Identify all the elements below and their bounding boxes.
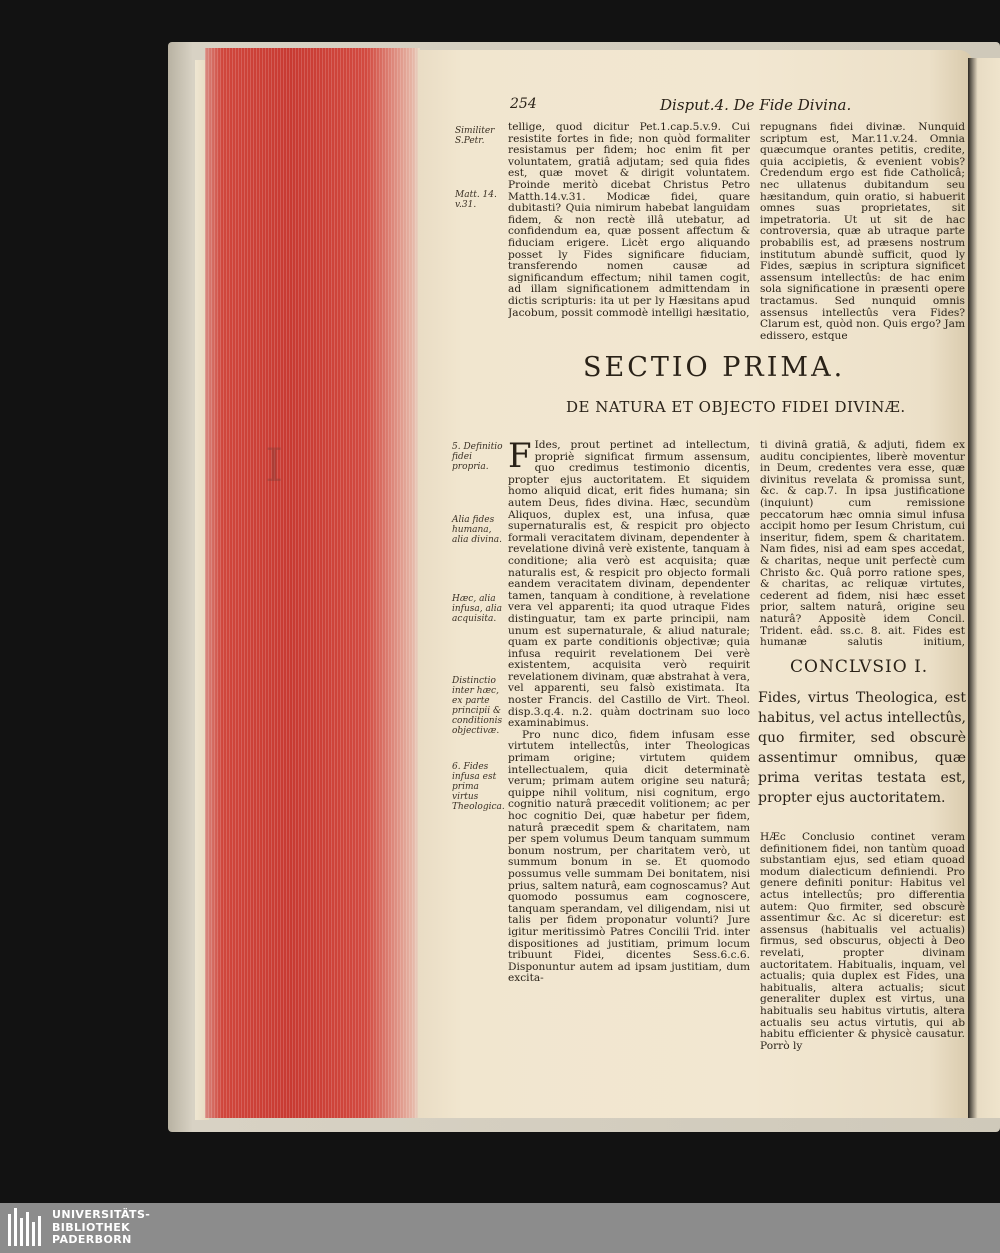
section-subtitle: DE NATURA ET OBJECTO FIDEI DIVINÆ.: [566, 398, 906, 416]
page-number: 254: [510, 96, 537, 112]
logo-line-3: PADERBORN: [52, 1233, 132, 1246]
left-paragraph-1: Ides, prout pertinet ad intellectum, propriè significat firmum assensum, quo credimus testimonio dicentis, propter ejus auctoritatem. Et siquidem homo aliquid dicat, erit fides humana; sin autem Deus, fides divina. Hæc, secundùm Aliquos, duplex est, una infusa, quæ supernaturalis est, & respicit pro objecto formali veracitatem divinam, dependenter à revelatione divinâ verè existente, tanquam à conditione; alia verò est acquisita; quæ naturalis est, & respicit pro objecto formali eandem veracitatem divinam, dependenter tamen, tanquam à conditione, à revelatione vera vel apparenti; ita quod utraque Fides distinguatur, tam ex parte principii, nam unum est supernaturale, & aliud naturale; quam ex parte conditionis objectivæ; quia infusa requirit revelationem Dei verè existentem, acquisita verò requirit revelationem divinam, quæ abstrahat à vera, vel apparenti, seu falsò existimata. Ita noster Francis. del Castillo de Virt. Theol. disp.3.q.4. n.2. quàm doctrinam suo loco examinabimus.: [508, 440, 750, 730]
right-column-top: ti divinâ gratiâ, & adjuti, fidem ex auditu concipientes, liberè moventur in Deum, credentes vera esse, quæ divinitus revelata & promissa sunt, &c. & cap.7. In ipsa justificatione (inquiunt) cum remissione peccatorum hæc omnia simul infusa accipit homo per Iesum Christum, cui inseritur, fidem, spem & charitatem. Nam fides, nisi ad eam spes accedat, & charitas, neque unit perfectè cum Christo &c. Quâ porro ratione spes, & charitas, ac reliquæ virtutes, cederent ad fidem, nisi hæc esset prior, saltem naturâ, origine seu naturâ? Appositè idem Concil. Trident. eâd. ss.c. 8. ait. Fides est humanæ salutis initium,: [760, 440, 965, 648]
section-title: SECTIO PRIMA.: [583, 352, 846, 383]
running-title: Disput.4. De Fide Divina.: [660, 96, 852, 114]
margin-note-fides-infusa: 6. Fides infusa est prima virtus Theologica.: [452, 762, 505, 812]
margin-note-alia-fides: Alia fides humana, alia divina.: [452, 515, 502, 545]
red-page-edges: [205, 48, 420, 1118]
opposite-page-edge: [968, 58, 1000, 1118]
conclusio-title: CONCLVSIO I.: [790, 657, 929, 677]
margin-note-similiter: Similiter S.Petr.: [455, 126, 495, 146]
left-main-column: [508, 440, 750, 1112]
margin-note-matt: Matt. 14. v.31.: [455, 190, 497, 210]
library-logo-icon: [8, 1208, 42, 1246]
margin-note-haec-alia: Hæc, alia infusa, alia acquisita.: [452, 594, 502, 624]
bleed-through-text: I: [265, 438, 286, 492]
library-footer: [0, 1203, 1000, 1253]
top-right-column: repugnans fidei divinæ. Nunquid scriptum est, Mar.11.v.24. Omnia quæcumque orantes petitis, credite, quia accipietis, & evenient vobis? Credendum ergo est fide Catholicâ; nec ullatenus dubitandum seu hæsitandum, quin oratio, si habuerit omnes suas proprietates, sit impetratoria. Ut ut sit de hac controversia, quæ ab utraque parte probabilis est, ad præsens nostrum institutum abundè sufficit, quod ly Fides, sæpius in scriptura significet assensum intellectûs: de hac enim sola significatione in præsenti opere tractamus. Sed nunquid omnis assensus intellectûs vera Fides? Clarum est, quòd non. Quis ergo? Jam edissero, estque: [760, 122, 965, 342]
logo-line-2: BIBLIOTHEK: [52, 1220, 131, 1234]
logo-line-1: UNIVERSITÄTS-: [52, 1208, 151, 1221]
conclusio-text: Fides, virtus Theologica, est habitus, vel actus intellectûs, quo firmiter, sed obscurè assentimur omnibus, quæ prima veritas testata est, propter ejus auctoritatem.: [758, 690, 966, 806]
drop-cap: F: [508, 440, 532, 476]
margin-note-distinctio: Distinctio inter hæc, ex parte principii & conditionis objectivæ.: [452, 676, 503, 736]
top-left-column: tellige, quod dicitur Pet.1.cap.5.v.9. Cui resistite fortes in fide; non quòd formaliter resistamus per fidem; hoc enim fit per voluntatem, gratiâ adjutam; sed quia fides est, quæ movet & dirigit voluntatem. Proinde meritò dicebat Christus Petro Matth.14.v.31. Modicæ fidei, quare dubitasti? Quia nimirum habebat languidam fidem, & non rectè illâ utebatur, ad confidendum ea, quæ possent affectum & fiduciam erigere. Licèt ergo aliquando posset ly Fides significare fiduciam, transferendo nomen causæ ad significandum effectum; nihil tamen cogit, ad illam significationem admittendam in dictis scripturis: ita ut per ly Hæsitans apud Jacobum, possit commodè intelligi hæsitatio,: [508, 122, 750, 319]
right-column-bottom: HÆc Conclusio continet veram definitionem fidei, non tantùm quoad substantiam ejus, sed etiam quoad modum dialecticum definiendi. Pro genere definiti ponitur: Habitus vel actus intellectûs; pro differentia autem: Quo firmiter, sed obscurè assentimur &c. Ac si diceretur: est assensus (habitualis vel actualis) firmus, sed obscurus, objecti à Deo revelati, propter divinam auctoritatem. Habitualis, inquam, vel actualis; quia duplex est Fides, una habitualis, altera actualis; sicut generaliter duplex est virtus, una habitualis seu habitus virtutis, altera actualis seu actus virtutis, qui ab habitu efficienter & physicè causatur. Porrò ly: [760, 832, 965, 1052]
left-paragraph-2: Pro nunc dico, fidem infusam esse virtutem intellectûs, inter Theologicas primam origine; virtutem quidem intellectualem, quia dicit determinatè verum; primam autem origine seu naturâ; quippe nihil volitum, nisi cognitum, ergo cognitio naturâ præcedit volitionem; ac per hoc cognitio Dei, quæ habetur per fidem, naturâ præcedit spem & charitatem, nam per spem volumus Deum tanquam summum bonum nostrum, per charitatem verò, ut summum bonum in se. Et quomodo possumus velle summam Dei bonitatem, nisi prius, saltem naturâ, eam cognoscamus? Aut quomodo possumus eam cognoscere, tanquam sperandam, vel diligendam, nisi ut talis per fidem proponatur volunti? Jure igitur meritissimò Patres Concilii Trid. inter dispositiones ad justitiam, primum locum tribuunt Fidei, dicentes Sess.6.c.6. Disponuntur autem ad ipsam justitiam, dum excita-: [508, 728, 750, 985]
library-logo-text: [52, 1209, 150, 1247]
margin-note-definitio: 5. Definitio fidei propria.: [452, 442, 503, 472]
